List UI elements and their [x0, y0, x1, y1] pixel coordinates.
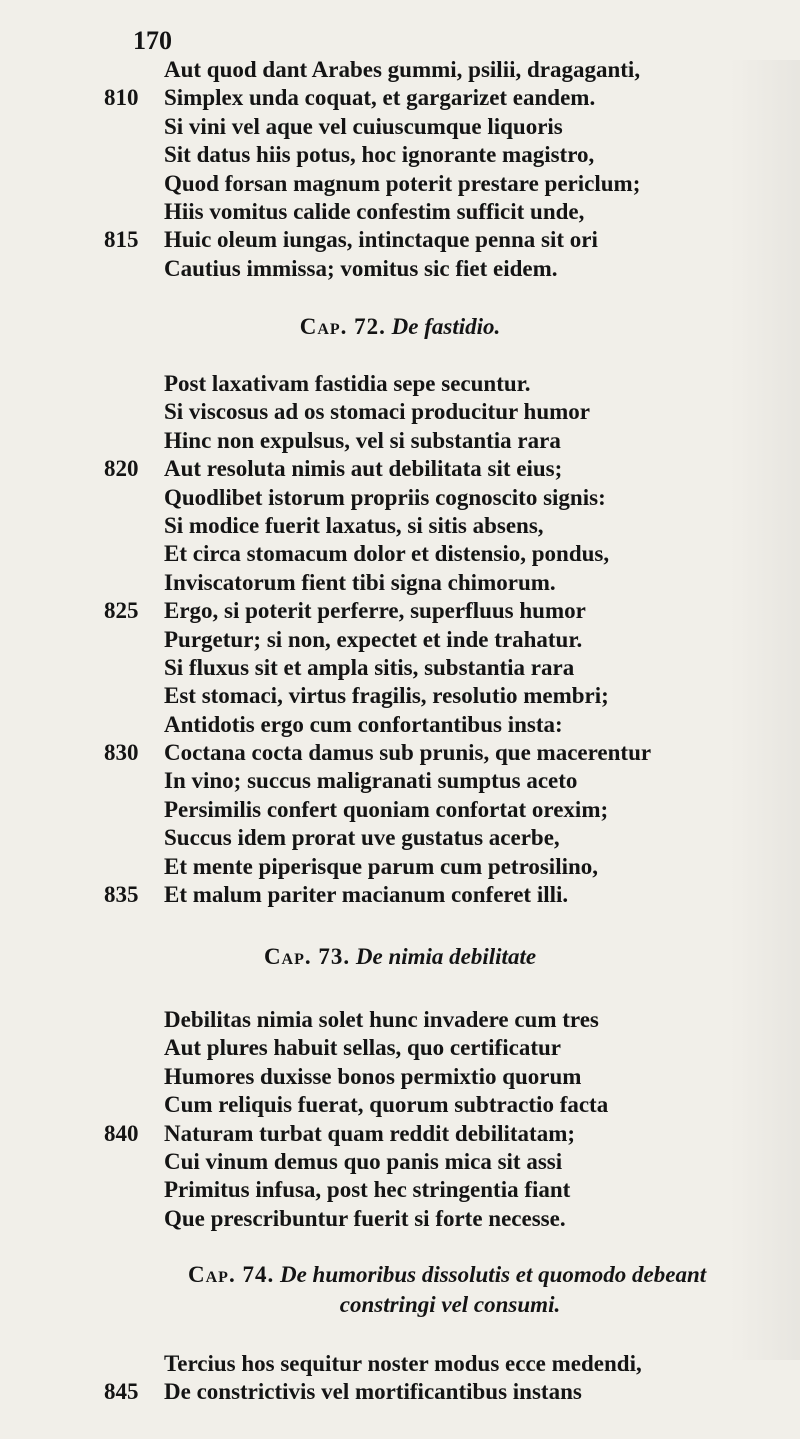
verse-line — [0, 398, 800, 426]
chapter-title: De fastidio. — [391, 314, 501, 339]
verse-line — [0, 739, 800, 767]
verse-line — [0, 1378, 800, 1406]
verse-line — [0, 170, 800, 198]
verse-line — [0, 370, 800, 398]
chapter-title: De nimia debilitate — [355, 944, 537, 969]
line-number: 835 — [104, 882, 139, 908]
verse-text: Est stomaci, virtus fragilis, resolutio membri; — [164, 683, 609, 709]
verse-line — [0, 512, 800, 540]
chapter-number: Cap. 73. — [263, 944, 351, 969]
verse-block-2 — [0, 370, 800, 909]
verse-text: Si viscosus ad os stomaci producitur humor — [164, 399, 590, 425]
chapter-title-continued: constringi vel consumi. — [339, 1292, 561, 1317]
verse-line — [0, 141, 800, 169]
verse-text: Quod forsan magnum poterit prestare periclum; — [164, 170, 641, 196]
verse-line — [0, 540, 800, 568]
verse-text: Et mente piperisque parum cum petrosilino, — [164, 853, 599, 879]
verse-text: Aut resoluta nimis aut debilitata sit eius; — [164, 456, 563, 482]
line-number: 815 — [104, 227, 139, 253]
verse-line — [0, 1063, 800, 1091]
verse-line — [0, 881, 800, 909]
verse-text: Si vini vel aque vel cuiuscumque liquoris — [164, 113, 563, 139]
verse-text: Cui vinum demus quo panis mica sit assi — [164, 1148, 563, 1174]
chapter-heading-72 — [0, 314, 800, 340]
verse-line — [0, 198, 800, 226]
verse-line — [0, 1091, 800, 1119]
verse-line — [0, 84, 800, 112]
verse-line — [0, 711, 800, 739]
verse-text: Huic oleum iungas, intinctaque penna sit ori — [164, 227, 598, 253]
verse-text: Tercius hos sequitur noster modus ecce medendi, — [164, 1351, 642, 1376]
verse-line — [0, 1006, 800, 1034]
verse-line — [0, 796, 800, 824]
verse-block-3 — [0, 1006, 800, 1233]
verse-text: Post laxativam fastidia sepe secuntur. — [164, 371, 531, 396]
verse-line — [0, 427, 800, 455]
verse-text: Aut plures habuit sellas, quo certificatur — [164, 1035, 561, 1061]
page-number: 170 — [133, 26, 172, 55]
verse-text: Hinc non expulsus, vel si substantia rara — [164, 427, 561, 453]
verse-line — [0, 767, 800, 795]
verse-text: Et circa stomacum dolor et distensio, pondus, — [164, 541, 610, 567]
chapter-heading-73 — [0, 944, 800, 970]
verse-line — [0, 1350, 800, 1378]
verse-line — [0, 1148, 800, 1176]
verse-line — [0, 626, 800, 654]
verse-text: Humores duxisse bonos permixtio quorum — [164, 1063, 582, 1089]
verse-line — [0, 1120, 800, 1148]
verse-text: Ergo, si poterit perferre, superfluus humor — [164, 598, 586, 624]
verse-line — [0, 484, 800, 512]
verse-text: Inviscatorum fient tibi signa chimorum. — [164, 569, 556, 595]
verse-block-4 — [0, 1350, 800, 1407]
line-number: 845 — [104, 1379, 139, 1405]
line-number: 840 — [104, 1120, 139, 1146]
verse-text: Sit datus hiis potus, hoc ignorante magistro, — [164, 142, 595, 168]
verse-block-1 — [0, 56, 800, 283]
line-number: 820 — [104, 456, 139, 482]
verse-text: Et malum pariter macianum conferet illi. — [164, 882, 569, 908]
verse-text: Antidotis ergo cum confortantibus insta: — [164, 711, 563, 737]
verse-line — [0, 255, 800, 283]
line-number: 810 — [104, 85, 139, 111]
verse-text: Que prescribuntur fuerit si forte necesse. — [164, 1205, 566, 1231]
verse-text: Coctana cocta damus sub prunis, que macerentur — [164, 740, 652, 766]
verse-text: Cum reliquis fuerat, quorum subtractio facta — [164, 1092, 609, 1118]
chapter-number: Cap. 74. — [188, 1262, 275, 1287]
verse-text: Simplex unda coquat, et gargarizet eandem. — [164, 85, 596, 111]
verse-line — [0, 455, 800, 483]
verse-text: Debilitas nimia solet hunc invadere cum tres — [164, 1007, 599, 1032]
chapter-heading-74 — [188, 1262, 768, 1288]
verse-text: Hiis vomitus calide confestim sufficit unde, — [164, 198, 585, 224]
verse-line — [0, 1034, 800, 1062]
chapter-title: De humoribus dissolutis et quomodo debeant — [279, 1262, 707, 1287]
verse-line — [0, 853, 800, 881]
chapter-number: Cap. 72. — [299, 314, 386, 339]
verse-text: Si modice fuerit laxatus, si sitis absens, — [164, 512, 544, 538]
verse-line — [0, 682, 800, 710]
verse-text: Succus idem prorat uve gustatus acerbe, — [164, 825, 560, 851]
verse-line — [0, 824, 800, 852]
chapter-heading-74-continuation — [100, 1292, 800, 1318]
verse-text: In vino; succus maligranati sumptus aceto — [164, 768, 578, 794]
verse-line — [0, 654, 800, 682]
line-number: 825 — [104, 598, 139, 624]
verse-text: Primitus infusa, post hec stringentia fiant — [164, 1177, 571, 1203]
verse-text: De constrictivis vel mortificantibus instans — [164, 1379, 582, 1405]
verse-text: Si fluxus sit et ampla sitis, substantia rara — [164, 654, 575, 680]
verse-line — [0, 597, 800, 625]
verse-text: Naturam turbat quam reddit debilitatam; — [164, 1120, 576, 1146]
line-number: 830 — [104, 740, 139, 766]
verse-text: Aut quod dant Arabes gummi, psilii, dragaganti, — [164, 57, 641, 82]
verse-line — [0, 1205, 800, 1233]
verse-line — [0, 1176, 800, 1204]
verse-line — [0, 226, 800, 254]
verse-text: Cautius immissa; vomitus sic fiet eidem. — [164, 255, 558, 281]
verse-text: Quodlibet istorum propriis cognoscito signis: — [164, 484, 606, 510]
verse-text: Purgetur; si non, expectet et inde trahatur. — [164, 626, 583, 652]
verse-text: Persimilis confert quoniam confortat orexim; — [164, 796, 609, 822]
verse-line — [0, 113, 800, 141]
verse-line — [0, 56, 800, 84]
verse-line — [0, 569, 800, 597]
